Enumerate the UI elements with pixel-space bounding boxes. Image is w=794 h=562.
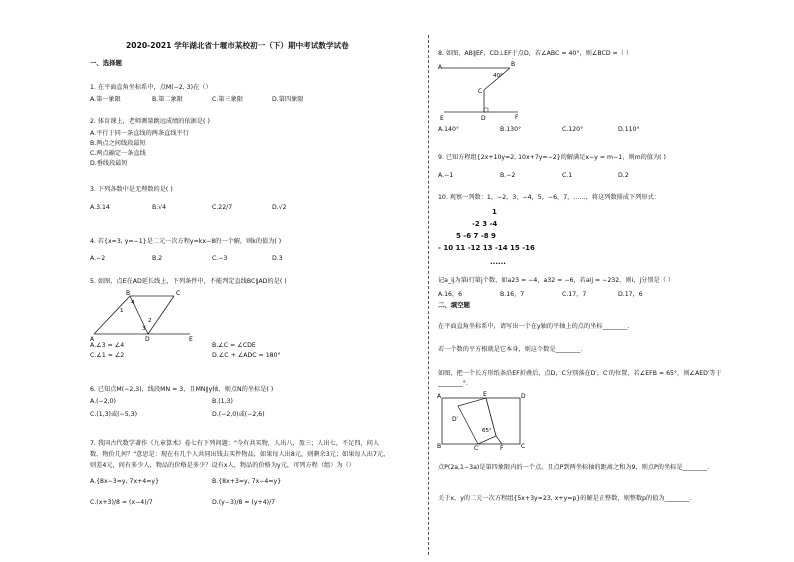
q6-stem: 6. 已知点M(−2,3)，线段MN = 3，且MN∥y轴，则点N的坐标是( ) [90, 386, 274, 393]
q10-row-5: ...... [490, 258, 506, 266]
q1-option-b: B.第二象限 [152, 96, 183, 103]
q7-option-b: B.{8x+3=y, 7x−4=y} [212, 478, 282, 485]
fill-5: 关于x，y的二元一次方程组{5x+3y=23, x+y=p}的解是正整数，则整数p的值为________. [438, 495, 692, 502]
q2-option-c: C.两点确定一条直线 [90, 150, 146, 157]
fill3-figure [436, 392, 526, 452]
fill3-label-f: F [500, 445, 504, 452]
q5-label-e: E [189, 336, 193, 343]
q4-option-c: C.−3 [212, 255, 228, 262]
q3-option-c: C.22/7 [212, 204, 233, 211]
q7-line1: 7. 我国古代数学著作《九章算术》卷七有下列问题："今有共买物，人出八，盈三；人出七，不足四，问人 [90, 440, 380, 447]
fill3-label-dprime: D′ [452, 416, 458, 423]
q6-option-a: A.(−2,0) [90, 398, 116, 405]
q1-option-a: A.第一象限 [90, 96, 121, 103]
q8-stem: 8. 如图，AB∥EF，CD⊥EF于点D，若∠ABC = 40°，则∠BCD =（ ） [438, 50, 633, 57]
q3-stem: 3. 下列各数中是无理数的是( ) [90, 186, 173, 193]
q9-option-c: C.1 [562, 172, 573, 179]
q4-option-a: A.−2 [90, 255, 106, 262]
q8-label-b: B [511, 61, 516, 68]
q8-option-c: C.120° [562, 126, 584, 133]
q5-option-c: C.∠1 = ∠2 [90, 352, 125, 359]
q5-label-a: A [90, 336, 95, 343]
q10-row-4: - 10 11 -12 13 -14 15 -16 [438, 244, 535, 252]
fill3-label-d: D [521, 393, 526, 400]
q5-figure [90, 288, 200, 343]
q1-option-c: C.第三象限 [212, 96, 244, 103]
q8-label-a: A [438, 64, 443, 71]
q6-option-b: B.(1,3) [212, 398, 233, 405]
q5-label-d: D [145, 336, 150, 343]
q7-option-c: C.(x+3)/8 = (x−4)/7 [90, 499, 153, 506]
q10-row-3: 5 -6 7 -8 9 [456, 232, 496, 240]
section-choice-heading: 一、选择题 [90, 59, 122, 67]
q8-option-d: D.110° [618, 126, 640, 133]
q3-option-a: A.3.14 [90, 204, 110, 211]
q1-option-d: D.第四象限 [272, 96, 304, 103]
q9-option-b: B.−2 [500, 172, 516, 179]
q10-option-c: C.17，7 [562, 291, 587, 298]
q6-option-d: D.(−2,0)或(−2,6) [212, 411, 265, 418]
fill-2: 若一个数的平方根就是它本身，则这个数是________. [438, 346, 583, 353]
q10-tail: 记a_ij为第i行第j个数，如a23 = −4，a32 = −6，若aij = −232，则i，j分别是（ ） [438, 277, 675, 284]
q5-label-2: 2 [148, 318, 152, 324]
q3-option-d: D.√2 [272, 204, 287, 211]
q8-label-f: F [515, 114, 519, 121]
q5-label-1: 1 [120, 308, 124, 314]
q10-option-d: D.17，6 [618, 291, 643, 298]
fill-3b: ________°. [438, 380, 468, 387]
fill3-label-65: 65° [482, 428, 492, 434]
q8-label-40: 40° [493, 73, 503, 79]
exam-title: 2020-2021 学年湖北省十堰市某校初一（下）期中考试数学试卷 [126, 41, 349, 50]
fill3-label-b: B [437, 443, 442, 450]
q8-label-e: E [440, 115, 444, 122]
q9-option-a: A.−1 [438, 172, 454, 179]
q10-option-a: A.16，6 [438, 291, 463, 298]
column-divider [428, 35, 429, 555]
q9-option-d: D.2 [618, 172, 629, 179]
q5-option-b: B.∠C = ∠CDE [212, 342, 256, 349]
q5-label-b: B [126, 290, 131, 297]
q5-stem: 5. 如图，点E在AD延长线上，下列条件中，不能判定直线BC∥AD的是( ) [90, 278, 287, 285]
fill3-label-e: E [483, 391, 487, 398]
q5-label-c: C [176, 290, 181, 297]
q10-stem: 10. 观察一列数：1，−2，3，−4，5，−6，7，……，将这列数排成下列形式： [438, 194, 660, 201]
fill3-label-c: C [521, 443, 526, 450]
fill-3a: 如图，把一个长方形纸条沿EF折叠后，点D，C分别落在D′，C′的位置，若∠EFB = 65°，则∠AED′等于 [438, 370, 722, 377]
q8-option-b: B.130° [500, 126, 522, 133]
q5-label-4: 4 [131, 300, 135, 306]
q2-stem: 2. 体育课上，老师测量跳远成绩的依据是( ) [90, 118, 210, 125]
fill-1: 在平面直角坐标系中，请写出一个在y轴的平轴上的点的坐标________. [438, 323, 630, 330]
q8-label-c: C [478, 88, 483, 95]
q5-label-3: 3 [142, 326, 146, 332]
q8-option-a: A.140° [438, 126, 459, 133]
q2-option-b: B.两点之间线段最短 [90, 140, 146, 147]
q7-option-d: D.(y−3)/8 = (y+4)/7 [212, 499, 276, 506]
q9-stem: 9. 已知方程组{2x+10y=2, 10x+7y=−2}的解满足x−y = m−1，则m的值为( ) [438, 154, 666, 161]
q2-option-a: A.平行于同一条直线的两条直线平行 [90, 130, 189, 137]
q6-option-c: C.(1,3)或(−5,3) [90, 411, 137, 418]
q5-option-d: D.∠C + ∠ADC = 180° [212, 352, 281, 359]
q10-row-2: -2 3 -4 [472, 220, 498, 228]
q10-row-1: 1 [492, 208, 497, 216]
q3-option-b: B.√4 [152, 204, 167, 211]
q7-line2: 数、物价几何？"意思是：现在有几个人共同出钱去买件物品，如果每人出8元，则剩余3元；如果每人出7元， [90, 451, 390, 458]
q5-option-a: A.∠3 = ∠4 [90, 342, 125, 349]
fill-4: 点P(2a,1−3a)是第四象限内的一个点，且点P到两坐标轴的距离之和为9，则点P的坐标是________. [438, 464, 710, 471]
q8-figure [438, 60, 528, 122]
fill3-label-cprime: C′ [474, 445, 480, 452]
fill3-label-a: A [437, 393, 442, 400]
q10-option-b: B.16，7 [500, 291, 525, 298]
q2-option-d: D.垂线段最短 [90, 160, 128, 167]
q8-label-d: D [481, 115, 486, 122]
q4-stem: 4. 若{x=3, y=−1}是二元一次方程y=kx−8的一个解，则k的值为( ) [90, 238, 282, 245]
q1-stem: 1. 在平面直角坐标系中，点M(−2, 3)在（） [90, 84, 212, 91]
section-fill-heading: 二、填空题 [438, 301, 470, 309]
q4-option-d: D.3 [272, 255, 283, 262]
q4-option-b: B.2 [152, 255, 163, 262]
q7-line3: 则差4元，问有多少人，物品的价格是多少？设有x人，物品的价格为y元，可列方程（组）为（） [90, 462, 355, 469]
q7-option-a: A.{8x−3=y, 7x+4=y} [90, 478, 160, 485]
